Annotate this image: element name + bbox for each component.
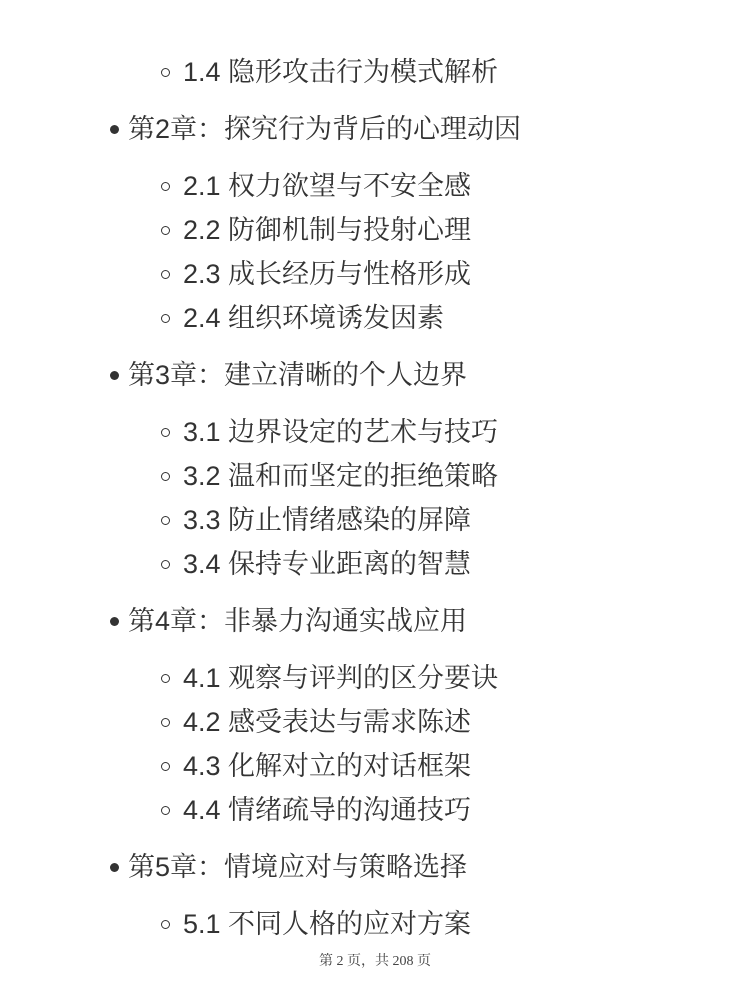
toc-item-label: 第3章：建立清晰的个人边界	[128, 360, 468, 390]
toc-chapter-item	[0, 845, 750, 889]
toc-subsection-item	[0, 656, 750, 700]
toc-subsection-item	[0, 902, 750, 946]
toc-subsection-item	[0, 208, 750, 252]
toc-subsection-item	[0, 50, 750, 94]
toc-subsection-item	[0, 454, 750, 498]
toc-item-label: 2.3 成长经历与性格形成	[183, 259, 472, 289]
toc-chapter-item	[0, 353, 750, 397]
toc-subsection-item	[0, 410, 750, 454]
circle-bullet-icon	[161, 314, 170, 323]
toc-item-label: 4.2 感受表达与需求陈述	[183, 707, 472, 737]
circle-bullet-icon	[161, 182, 170, 191]
circle-bullet-icon	[161, 762, 170, 771]
toc-subsection-item	[0, 744, 750, 788]
toc-item-label: 3.3 防止情绪感染的屏障	[183, 505, 472, 535]
toc-item-label: 2.1 权力欲望与不安全感	[183, 171, 472, 201]
circle-bullet-icon	[161, 270, 170, 279]
page-footer	[0, 952, 750, 972]
toc-item-label: 2.4 组织环境诱发因素	[183, 303, 445, 333]
toc-item-label: 2.2 防御机制与投射心理	[183, 215, 472, 245]
toc-item-label: 1.4 隐形攻击行为模式解析	[183, 57, 499, 87]
circle-bullet-icon	[161, 806, 170, 815]
circle-bullet-icon	[161, 718, 170, 727]
toc-item-label: 3.4 保持专业距离的智慧	[183, 549, 472, 579]
toc-item-label: 4.3 化解对立的对话框架	[183, 751, 472, 781]
circle-bullet-icon	[161, 674, 170, 683]
disc-bullet-icon	[110, 617, 119, 626]
toc-item-label: 4.1 观察与评判的区分要诀	[183, 663, 499, 693]
toc-item-label: 第5章：情境应对与策略选择	[128, 852, 468, 882]
toc-item-label: 第4章：非暴力沟通实战应用	[128, 606, 468, 636]
toc-subsection-item	[0, 498, 750, 542]
circle-bullet-icon	[161, 560, 170, 569]
toc-subsection-item	[0, 164, 750, 208]
circle-bullet-icon	[161, 920, 170, 929]
toc-subsection-item	[0, 542, 750, 586]
toc-subsection-item	[0, 252, 750, 296]
disc-bullet-icon	[110, 371, 119, 380]
toc-chapter-item	[0, 107, 750, 151]
disc-bullet-icon	[110, 863, 119, 872]
circle-bullet-icon	[161, 516, 170, 525]
circle-bullet-icon	[161, 472, 170, 481]
toc-item-label: 3.1 边界设定的艺术与技巧	[183, 417, 499, 447]
disc-bullet-icon	[110, 125, 119, 134]
toc-item-label: 4.4 情绪疏导的沟通技巧	[183, 795, 472, 825]
circle-bullet-icon	[161, 428, 170, 437]
toc-subsection-item	[0, 788, 750, 832]
toc-item-label: 第2章：探究行为背后的心理动因	[128, 114, 522, 144]
circle-bullet-icon	[161, 68, 170, 77]
page-number-text: 第 2 页，共 208 页	[319, 954, 431, 969]
toc-chapter-item	[0, 599, 750, 643]
toc-subsection-item	[0, 296, 750, 340]
toc-item-label: 3.2 温和而坚定的拒绝策略	[183, 461, 499, 491]
circle-bullet-icon	[161, 226, 170, 235]
toc-item-label: 5.1 不同人格的应对方案	[183, 909, 472, 939]
toc-subsection-item	[0, 700, 750, 744]
